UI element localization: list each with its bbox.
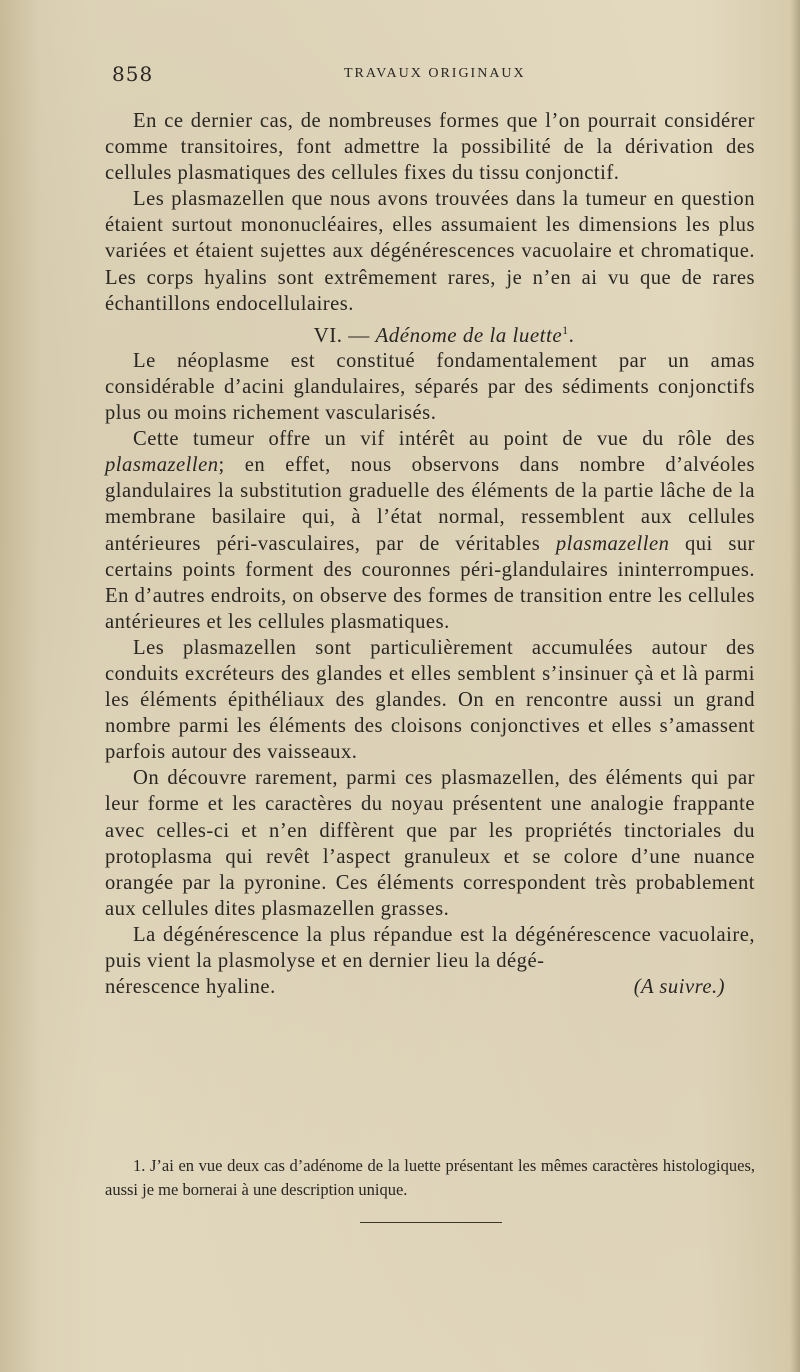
main-text xyxy=(105,108,755,1000)
paragraph: Les plasmazellen sont particulièrement accumulées autour des conduits excréteurs des glandes et elles semblent s’insinuer çà et là parmi les éléments épithéliaux des glandes. On en rencontre aussi un grand nombre parmi les éléments des cloisons conjonctives et elles s’amassent parfois autour des vaisseaux. xyxy=(105,636,755,764)
paragraph: En ce dernier cas, de nombreuses formes que l’on pourrait considérer comme transitoires, font admettre la possibilité de la dérivation des cellules plasmatiques des cellules fixes du tissu conjonctif. xyxy=(105,110,755,185)
paragraph: La dégénérescence la plus répandue est la dégénérescence vacuolaire, puis vient la plasmolyse et en dernier lieu la dégé- xyxy=(105,923,755,972)
section-number: VI. — xyxy=(313,322,370,347)
page-number: 858 xyxy=(112,62,154,86)
italic-term: plasmazellen xyxy=(105,454,219,477)
section-end-punct: . xyxy=(568,322,575,347)
paragraph: Le néoplasme est constitué fondamentalement par un amas considérable d’acini glandulaires, séparés par des sédiments conjonctifs plus ou moins richement vascularisés. xyxy=(105,349,755,425)
paragraph-text: nérescence hyaline. xyxy=(105,976,276,999)
paragraph-last-line xyxy=(105,974,755,1000)
paragraph-text: Cette tumeur offre un vif intérêt au point de vue du rôle des xyxy=(133,428,755,451)
paragraph xyxy=(105,426,755,635)
paragraph: Les plasmazellen que nous avons trouvées dans la tumeur en question étaient surtout mononucléaires, elles assumaient les dimensions les plus variées et étaient sujettes aux dégénérescences vacuolaire et chromatique. Les corps hyalins sont extrêmement rares, je n’en ai vu que de rares échantillons endocellulaires. xyxy=(105,188,755,315)
page-header xyxy=(112,62,752,88)
italic-term: plasmazellen xyxy=(555,532,670,555)
closing-rule xyxy=(360,1222,502,1223)
continuation-note: (A suivre.) xyxy=(633,976,725,999)
section-title: Adénome de la luette xyxy=(375,322,563,347)
paragraph-text: ; en effet, nous observons dans nombre d’alvéoles glandulaires la substitution graduelle des éléments de la partie lâche de la membrane basilaire qui, à l’état normal, ressemblent aux cellules antérieures péri-vasculaires, par de véritables xyxy=(105,454,755,555)
paragraph-text: qui sur certains points forment des couronnes péri-glandulaires ininterrompues. En d’autres endroits, on observe des formes de transition entre les cellules antérieures et les cellules plasmatiques. xyxy=(105,532,755,633)
running-head: TRAVAUX ORIGINAUX xyxy=(344,66,526,81)
paragraph: On découvre rarement, parmi ces plasmazellen, des éléments qui par leur forme et les caractères du noyau présentent une analogie frappante avec celles-ci et n’en diffèrent que par les propriétés tinctoriales du protoplasma qui revêt l’aspect granuleux et se colore d’une nuance orangée par la pyronine. Ces éléments correspondent très probablement aux cellules dites plasmazellen grasses. xyxy=(105,767,755,920)
section-heading xyxy=(105,317,755,348)
footnote-reference: 1 xyxy=(562,322,569,337)
footnote: 1. J’ai en vue deux cas d’adénome de la luette présentant les mêmes caractères histologiques, aussi je me bornerai à une description unique. xyxy=(105,1156,755,1199)
